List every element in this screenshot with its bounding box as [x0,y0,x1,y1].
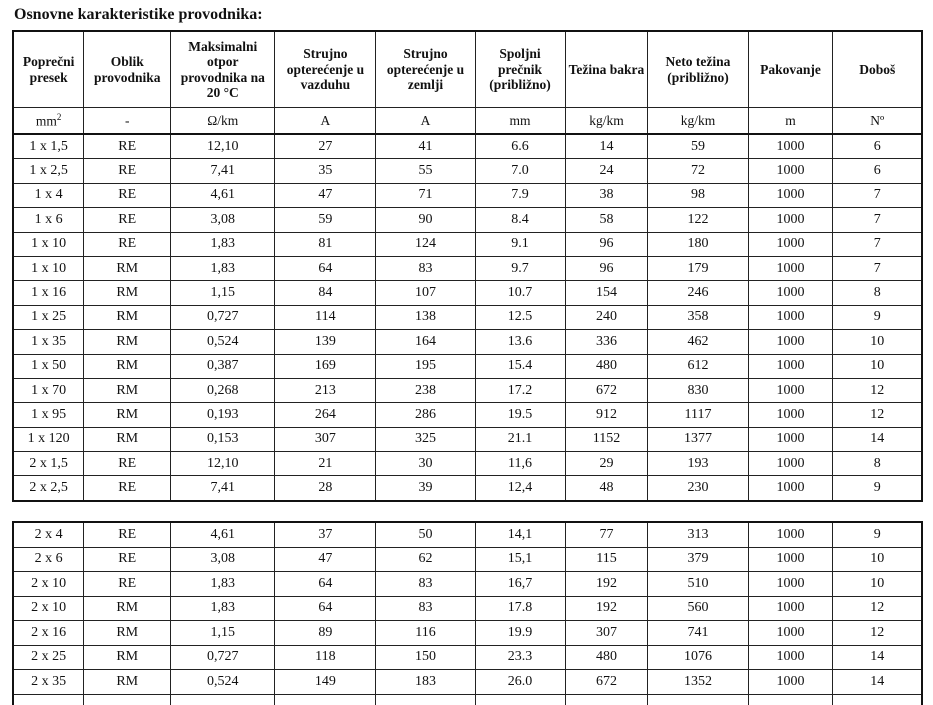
table-cell: 21.1 [475,427,565,451]
table-cell: RE [84,547,171,572]
table-cell: 13.6 [475,330,565,354]
table-cell: 41 [376,134,475,159]
table-cell: 336 [565,330,648,354]
table-cell: 0,268 [171,378,275,402]
table-cell: 1000 [748,378,833,402]
table-cell: 9 [833,522,922,547]
table-cell: 1000 [748,403,833,427]
header-cell: Oblik provodnika [84,31,171,108]
table-cell: 124 [376,232,475,256]
table-cell: 10 [833,354,922,378]
table-cell: 77 [565,522,648,547]
table-cell: 15.4 [475,354,565,378]
table-row [13,547,922,572]
unit-cell: Ω/km [171,108,275,135]
table-cell: RE [84,476,171,501]
table-cell: 26.0 [475,670,565,695]
table-cell: 1000 [748,134,833,159]
table-cell: RM [84,621,171,646]
table-cell: 84 [275,281,376,305]
table-cell: 6.6 [475,134,565,159]
table-row [13,572,922,597]
table-cell: 0,727 [171,645,275,670]
table-cell: 180 [648,232,748,256]
table-cell: RM [84,403,171,427]
conductor-characteristics-table [12,30,923,502]
table-cell: 59 [275,208,376,232]
table-cell: 9 [833,476,922,501]
table-cell: 7.0 [475,159,565,183]
unit-cell: Nº [833,108,922,135]
table-row [13,522,922,547]
table-cell [565,694,648,705]
table-row [13,596,922,621]
table-cell: 264 [275,403,376,427]
units-row [13,108,922,135]
table-cell [13,694,84,705]
table-cell: 16,7 [475,572,565,597]
table-row [13,621,922,646]
table-cell: 1352 [648,670,748,695]
table-cell: 246 [648,281,748,305]
table-cell: RM [84,256,171,280]
table-cell: RE [84,183,171,207]
table-cell: 672 [565,670,648,695]
table-cell: 3,08 [171,208,275,232]
table-cell: RE [84,572,171,597]
unit-cell: m [748,108,833,135]
table-cell: 0,727 [171,305,275,329]
table-cell: 1 x 2,5 [13,159,84,183]
table-cell: 612 [648,354,748,378]
table-cell: 139 [275,330,376,354]
header-cell: Neto težina (približno) [648,31,748,108]
table-cell: 138 [376,305,475,329]
table-cell: 12,10 [171,134,275,159]
header-cell: Doboš [833,31,922,108]
table-row [13,256,922,280]
table-cell: 1000 [748,256,833,280]
unit-cell [13,108,84,135]
table-cell: 1,15 [171,281,275,305]
table-row [13,476,922,501]
table-cell: 1000 [748,330,833,354]
table-cell: 2 x 25 [13,645,84,670]
table-cell: 6 [833,134,922,159]
table-cell: 7,41 [171,159,275,183]
table-cell: 72 [648,159,748,183]
table-cell: 12 [833,596,922,621]
header-cell: Maksimalni otpor provodnika na 20 °C [171,31,275,108]
table-cell: 1,15 [171,621,275,646]
table-cell: 230 [648,476,748,501]
table-cell: 480 [565,645,648,670]
table-cell: 23.3 [475,645,565,670]
table-cell: 1000 [748,183,833,207]
table-cell: RM [84,596,171,621]
table-cell: RM [84,670,171,695]
table-cell: 1 x 1,5 [13,134,84,159]
table-cell: 1000 [748,427,833,451]
table-cell: 1 x 25 [13,305,84,329]
table-cell: 55 [376,159,475,183]
table-cell: 379 [648,547,748,572]
unit-cell: kg/km [565,108,648,135]
table-cell: 307 [565,621,648,646]
table-cell: 12,10 [171,452,275,476]
header-cell: Spoljni prečnik (približno) [475,31,565,108]
table-row [13,232,922,256]
table-row [13,427,922,451]
table-cell: 107 [376,281,475,305]
table-cell: 1000 [748,159,833,183]
table-row [13,183,922,207]
table-cell: 90 [376,208,475,232]
table-cell: RE [84,159,171,183]
table-cell: 1000 [748,522,833,547]
table-cell: 6 [833,159,922,183]
table-cell [833,694,922,705]
table-cell: 17.2 [475,378,565,402]
table-cell: 19.9 [475,621,565,646]
table-cell: 7 [833,208,922,232]
table-cell: 0,153 [171,427,275,451]
table-cell: 1000 [748,645,833,670]
table-cell: 62 [376,547,475,572]
table-cell: 150 [376,645,475,670]
table-cell: 7,41 [171,476,275,501]
table-cell: 1 x 16 [13,281,84,305]
table-cell: 12 [833,403,922,427]
table-cell: 39 [376,476,475,501]
table-cell: 0,524 [171,670,275,695]
table-cell: 12 [833,378,922,402]
table-cell: 286 [376,403,475,427]
header-cell: Pakovanje [748,31,833,108]
table-cell: 83 [376,572,475,597]
table-cell: 1000 [748,547,833,572]
table-cell: 149 [275,670,376,695]
table-cell: 672 [565,378,648,402]
table-cell: 14 [833,670,922,695]
table-cell: 1000 [748,354,833,378]
table-cell: 1 x 10 [13,256,84,280]
table-cell: 17.8 [475,596,565,621]
table-cell [475,694,565,705]
table-cell: 47 [275,183,376,207]
table-cell: 59 [648,134,748,159]
table-cell: 8.4 [475,208,565,232]
table-cell: 83 [376,256,475,280]
table-cell: 8 [833,281,922,305]
table-cell: 10.7 [475,281,565,305]
table-cell [648,694,748,705]
table-cell: 325 [376,427,475,451]
table-cell: 183 [376,670,475,695]
table-cell: 27 [275,134,376,159]
table-cell: 240 [565,305,648,329]
table-cell: 14 [833,645,922,670]
table-cell: RE [84,134,171,159]
table-cell: 96 [565,232,648,256]
header-cell: Težina bakra [565,31,648,108]
table-cell: 35 [275,159,376,183]
table-cell: 115 [565,547,648,572]
table-cell: 179 [648,256,748,280]
table-row [13,670,922,695]
table-cell: 29 [565,452,648,476]
table-row [13,645,922,670]
table-cell: 2 x 10 [13,572,84,597]
unit-cell: kg/km [648,108,748,135]
table-cell: 1 x 35 [13,330,84,354]
table-cell: 10 [833,330,922,354]
table-row [13,452,922,476]
table-cell: 307 [275,427,376,451]
table-cell: 1 x 10 [13,232,84,256]
table-cell: 11,6 [475,452,565,476]
table-cell: 89 [275,621,376,646]
table-cell: 12,4 [475,476,565,501]
table-cell: 1000 [748,281,833,305]
table-cell: 64 [275,256,376,280]
table-cell: 28 [275,476,376,501]
table-cell: 213 [275,378,376,402]
header-row [13,31,922,108]
table-cell: RM [84,427,171,451]
unit-cell: mm [475,108,565,135]
table-cell [275,694,376,705]
table-cell: 2 x 10 [13,596,84,621]
unit-superscript: 2 [56,111,62,122]
table-cell: 71 [376,183,475,207]
table-cell: 1377 [648,427,748,451]
table-cell: 9 [833,305,922,329]
table-cell: 480 [565,354,648,378]
table-cell: RE [84,232,171,256]
table-cell: 1000 [748,305,833,329]
table-cell: RM [84,305,171,329]
table-cell: 510 [648,572,748,597]
table-cell: 4,61 [171,183,275,207]
table-cell: 4,61 [171,522,275,547]
table-cell: 1000 [748,476,833,501]
table-cell: 358 [648,305,748,329]
table-cell: 1000 [748,670,833,695]
table-cell: 118 [275,645,376,670]
unit-cell: - [84,108,171,135]
table-cell: 2 x 4 [13,522,84,547]
table-cell: 1,83 [171,232,275,256]
table-body [13,522,922,705]
table-cell [748,694,833,705]
page-title: Osnovne karakteristike provodnika: [14,6,263,23]
table-cell: 1 x 50 [13,354,84,378]
unit-cell: A [275,108,376,135]
table-cell: 21 [275,452,376,476]
table-cell: 7 [833,183,922,207]
table-cell: 3,08 [171,547,275,572]
table-row [13,305,922,329]
table-cell: 0,387 [171,354,275,378]
table-cell: 10 [833,547,922,572]
table-cell: 37 [275,522,376,547]
table-cell [84,694,171,705]
table-cell: 1117 [648,403,748,427]
table-cell: 2 x 16 [13,621,84,646]
header-cell: Strujno opterećenje u vazduhu [275,31,376,108]
table-cell: 98 [648,183,748,207]
unit-text: mm [35,113,57,129]
table-cell: RM [84,281,171,305]
table-cell: 48 [565,476,648,501]
table-cell: 830 [648,378,748,402]
table-cell: 122 [648,208,748,232]
table-cell: 14 [833,427,922,451]
table-row [13,159,922,183]
table-cell: 7 [833,256,922,280]
table-cell: 192 [565,572,648,597]
table-cell: 2 x 6 [13,547,84,572]
table-cell: 10 [833,572,922,597]
table-cell: 1 x 70 [13,378,84,402]
table-row [13,354,922,378]
table-cell: 1,83 [171,596,275,621]
table-cell: 9.7 [475,256,565,280]
table-cell: 1000 [748,232,833,256]
table-cell: 15,1 [475,547,565,572]
table-cell [171,694,275,705]
table-cell: 192 [565,596,648,621]
table-cell: 1000 [748,621,833,646]
table-cell: RM [84,354,171,378]
table-cell: 1000 [748,572,833,597]
table-cell: 2 x 1,5 [13,452,84,476]
table-cell: 12.5 [475,305,565,329]
table-cell: 64 [275,572,376,597]
table-cell: 83 [376,596,475,621]
table-cell: 38 [565,183,648,207]
table-cell: 195 [376,354,475,378]
table-row [13,330,922,354]
table-cell: 1000 [748,208,833,232]
table-cell: 47 [275,547,376,572]
table-cell: 164 [376,330,475,354]
table-cell: RE [84,452,171,476]
table-cell: RM [84,645,171,670]
table-cell: 12 [833,621,922,646]
table-cell: RE [84,522,171,547]
table-row [13,208,922,232]
table-cell: 0,524 [171,330,275,354]
header-cell: Strujno opterećenje u zemlji [376,31,475,108]
table-cell: 81 [275,232,376,256]
table-cell: 14,1 [475,522,565,547]
table-cell: 1 x 6 [13,208,84,232]
table-cell: 19.5 [475,403,565,427]
table-cell: RM [84,330,171,354]
table-cell: 1000 [748,452,833,476]
table-cell: 7.9 [475,183,565,207]
table-cell: 193 [648,452,748,476]
table-cell: 912 [565,403,648,427]
table-cell: 116 [376,621,475,646]
table-cell: 14 [565,134,648,159]
table-row-continuation [13,694,922,705]
table-cell: 1 x 4 [13,183,84,207]
header-cell: Poprečni presek [13,31,84,108]
table-cell [376,694,475,705]
table-cell: 8 [833,452,922,476]
table-cell: 1000 [748,596,833,621]
table-cell: 7 [833,232,922,256]
unit-cell: A [376,108,475,135]
table-cell: 64 [275,596,376,621]
table-cell: 50 [376,522,475,547]
table-cell: 1076 [648,645,748,670]
table-cell: 2 x 2,5 [13,476,84,501]
table-cell: 114 [275,305,376,329]
table-cell: RE [84,208,171,232]
table-cell: 1,83 [171,256,275,280]
table-cell: 96 [565,256,648,280]
table-body [13,134,922,501]
table-cell: 9.1 [475,232,565,256]
table-cell: 238 [376,378,475,402]
table-cell: 741 [648,621,748,646]
table-cell: 1,83 [171,572,275,597]
table-cell: 462 [648,330,748,354]
table-cell: 1152 [565,427,648,451]
table-cell: 58 [565,208,648,232]
table-row [13,378,922,402]
table-row [13,403,922,427]
table-cell: 154 [565,281,648,305]
table-cell: RM [84,378,171,402]
table-row [13,281,922,305]
table-cell: 313 [648,522,748,547]
conductor-characteristics-table-continued [12,521,923,705]
table-cell: 560 [648,596,748,621]
table-cell: 30 [376,452,475,476]
table-cell: 2 x 35 [13,670,84,695]
table-cell: 1 x 120 [13,427,84,451]
table-cell: 1 x 95 [13,403,84,427]
table-cell: 169 [275,354,376,378]
table-cell: 0,193 [171,403,275,427]
table-row [13,134,922,159]
table-cell: 24 [565,159,648,183]
